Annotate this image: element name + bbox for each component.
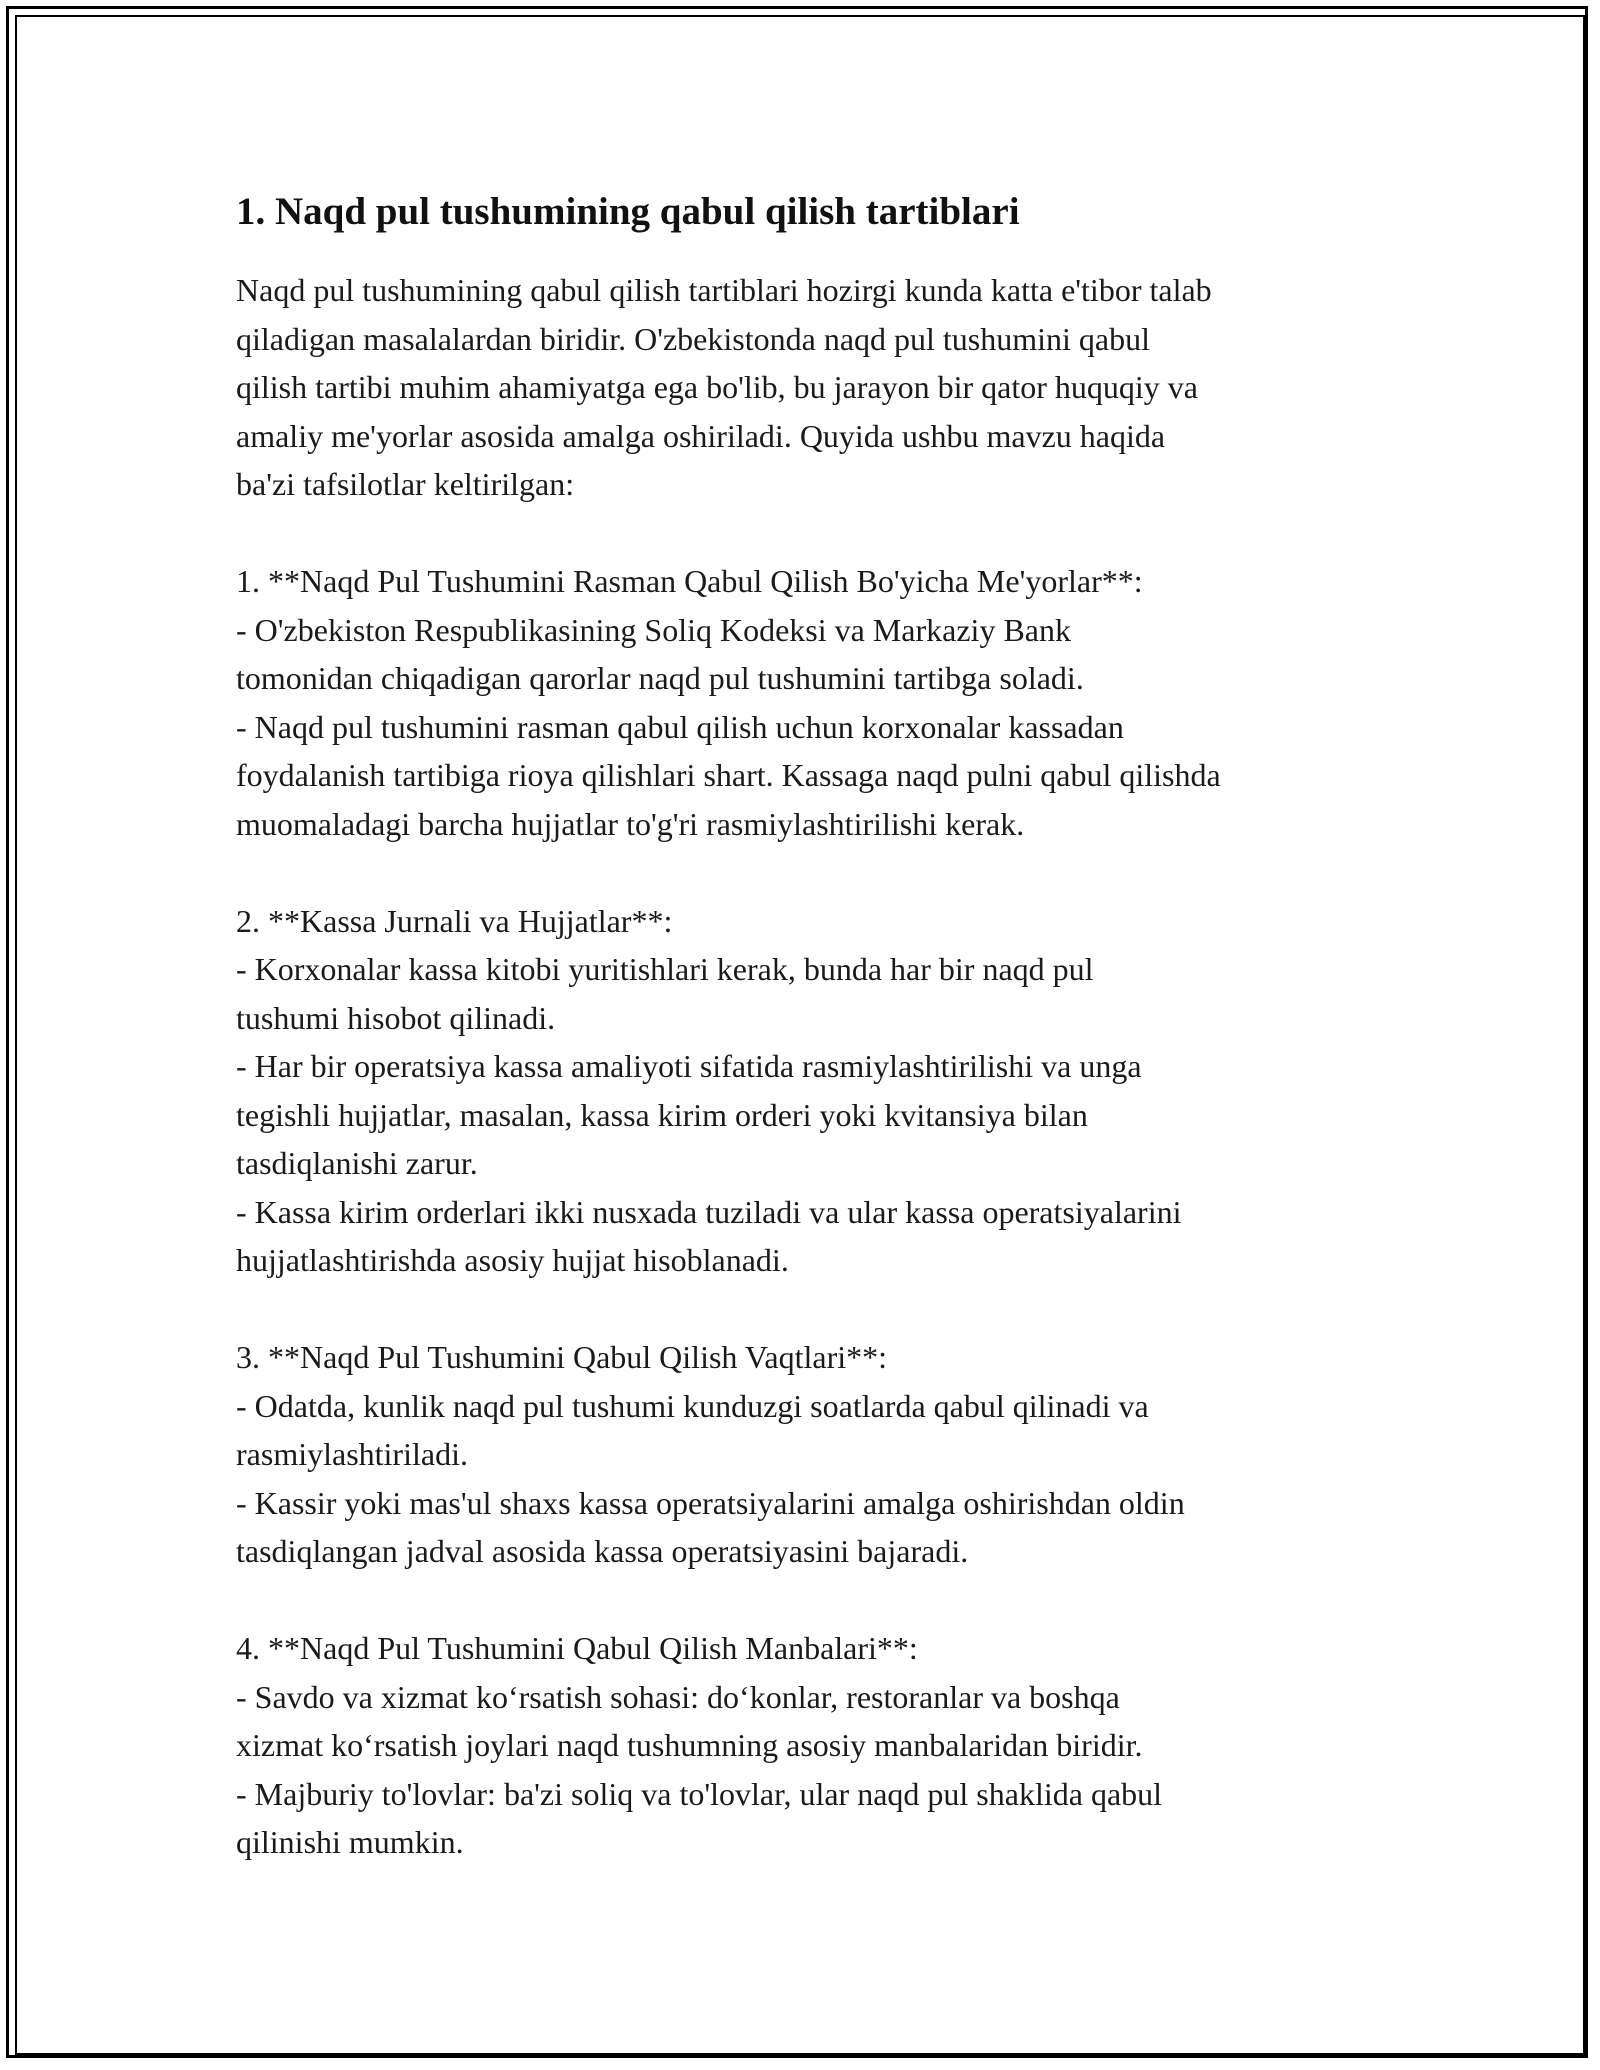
document-title: 1. Naqd pul tushumining qabul qilish tartiblari xyxy=(236,190,1020,233)
section-heading: 3. **Naqd Pul Tushumini Qabul Qilish Vaqtlari**: xyxy=(236,1339,888,1375)
bullet-item: - Kassir yoki mas'ul shaxs kassa operatsiyalarini amalga oshirishdan oldin tasdiqlangan jadval asosida kassa operatsiyasini bajaradi. xyxy=(236,1484,1185,1569)
section-1 xyxy=(236,557,1386,848)
bullet-item: - O'zbekiston Respublikasining Soliq Kodeksi va Markaziy Bank tomonidan chiqadigan qarorlar naqd pul tushumini tartibga soladi. xyxy=(236,611,1084,696)
section-2 xyxy=(236,897,1386,1285)
bullet-item: - Naqd pul tushumini rasman qabul qilish uchun korxonalar kassadan foydalanish tartibiga rioya qilishlari shart. Kassaga naqd pulni qabul qilishda muomaladagi barcha hujjatlar to'g'ri rasmiylashtirilishi kerak. xyxy=(236,708,1221,842)
document-page xyxy=(236,186,1386,1867)
bullet-item: - Korxonalar kassa kitobi yuritishlari kerak, bunda har bir naqd pul tushumi hisobot qilinadi. xyxy=(236,951,1094,1036)
bullet-item: - Kassa kirim orderlari ikki nusxada tuziladi va ular kassa operatsiyalarini hujjatlashtirishda asosiy hujjat hisoblanadi. xyxy=(236,1193,1182,1278)
intro-paragraph: Naqd pul tushumining qabul qilish tartiblari hozirgi kunda katta e'tibor talab qiladigan masalalardan biridir. O'zbekistonda naqd pul tushumini qabul qilish tartibi muhim ahamiyatga ega bo'lib, bu jarayon bir qator huquqiy va amaliy me'yorlar asosida amalga oshiriladi. Quyida ushbu mavzu haqida ba'zi tafsilotlar keltirilgan: xyxy=(236,272,1212,502)
bullet-item: - Har bir operatsiya kassa amaliyoti sifatida rasmiylashtirilishi va unga tegishli hujjatlar, masalan, kassa kirim orderi yoki kvitansiya bilan tasdiqlanishi zarur. xyxy=(236,1048,1142,1181)
section-3 xyxy=(236,1333,1386,1576)
section-4 xyxy=(236,1624,1386,1867)
bullet-item: - Savdo va xizmat ko‘rsatish sohasi: do‘konlar, restoranlar va boshqa xizmat ko‘rsatish joylari naqd tushumning asosiy manbalaridan biridir. xyxy=(236,1678,1143,1763)
section-heading: 4. **Naqd Pul Tushumini Qabul Qilish Manbalari**: xyxy=(236,1630,918,1666)
section-heading: 1. **Naqd Pul Tushumini Rasman Qabul Qilish Bo'yicha Me'yorlar**: xyxy=(236,563,1143,599)
bullet-item: - Majburiy to'lovlar: ba'zi soliq va to'lovlar, ular naqd pul shaklida qabul qilinishi mumkin. xyxy=(236,1775,1163,1860)
bullet-item: - Odatda, kunlik naqd pul tushumi kunduzgi soatlarda qabul qilinadi va rasmiylashtiriladi. xyxy=(236,1387,1149,1472)
section-heading: 2. **Kassa Jurnali va Hujjatlar**: xyxy=(236,902,673,939)
